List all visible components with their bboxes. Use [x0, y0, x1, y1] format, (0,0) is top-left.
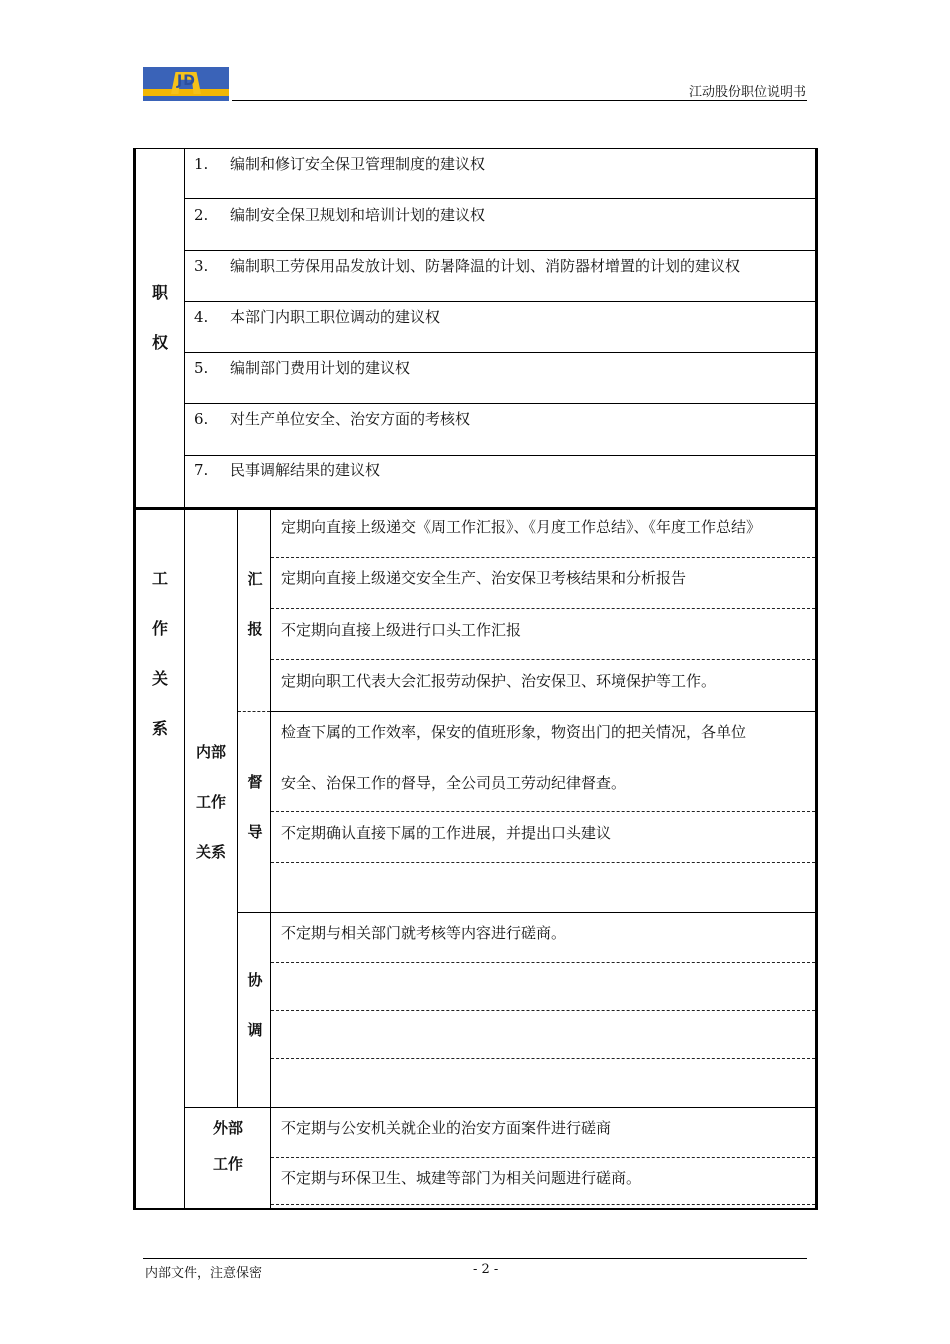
coordinate-item: 不定期与相关部门就考核等内容进行磋商。 — [281, 924, 567, 942]
logo-text: JD — [177, 73, 196, 89]
external-item: 不定期与环保卫生、城建等部门为相关问题进行磋商。 — [281, 1169, 642, 1187]
header-rule — [232, 100, 807, 101]
coordinate-label: 协 调 — [247, 971, 263, 1039]
report-label: 汇 报 — [247, 570, 263, 638]
external-relations-label: 外部 工作 — [212, 1119, 243, 1173]
supervise-item: 安全、治保工作的督导，全公司员工劳动纪律督查。 — [281, 774, 627, 792]
supervise-item: 检查下属的工作效率，保安的值班形象，物资出门的把关情况，各单位 — [281, 723, 747, 741]
page-number: - 2 - — [473, 1262, 499, 1277]
relations-label: 工 作 关 系 — [151, 569, 168, 738]
rights-item: 4. 本部门内职工职位调动的建议权 — [194, 308, 441, 326]
report-item: 不定期向直接上级进行口头工作汇报 — [281, 621, 522, 639]
rights-item: 5. 编制部门费用计划的建议权 — [194, 359, 411, 377]
rights-item: 6. 对生产单位安全、治安方面的考核权 — [194, 410, 471, 428]
external-item: 不定期与公安机关就企业的治安方面案件进行磋商 — [281, 1119, 612, 1137]
report-item: 定期向直接上级递交安全生产、治安保卫考核结果和分析报告 — [281, 569, 687, 587]
report-item: 定期向职工代表大会汇报劳动保护、治安保卫、环境保护等工作。 — [281, 672, 717, 690]
rights-item: 7. 民事调解结果的建议权 — [194, 461, 381, 479]
internal-relations-label: 内部 工作 关系 — [195, 743, 226, 861]
rights-item: 3. 编制职工劳保用品发放计划、防暑降温的计划、消防器材增置的计划的建议权 — [194, 257, 741, 275]
report-item: 定期向直接上级递交《周工作汇报》、《月度工作总结》、《年度工作总结》 — [281, 518, 762, 536]
footer-rule — [143, 1258, 807, 1259]
confidentiality-note: 内部文件，注意保密 — [145, 1266, 263, 1281]
rights-item: 1. 编制和修订安全保卫管理制度的建议权 — [194, 155, 486, 173]
supervise-item: 不定期确认直接下属的工作进展，并提出口头建议 — [281, 824, 612, 842]
supervise-label: 督 导 — [247, 773, 263, 841]
company-logo — [143, 67, 229, 101]
rights-item: 2. 编制安全保卫规划和培训计划的建议权 — [194, 206, 486, 224]
rights-label: 职 权 — [151, 283, 168, 352]
document-title: 江动股份职位说明书 — [688, 85, 806, 100]
